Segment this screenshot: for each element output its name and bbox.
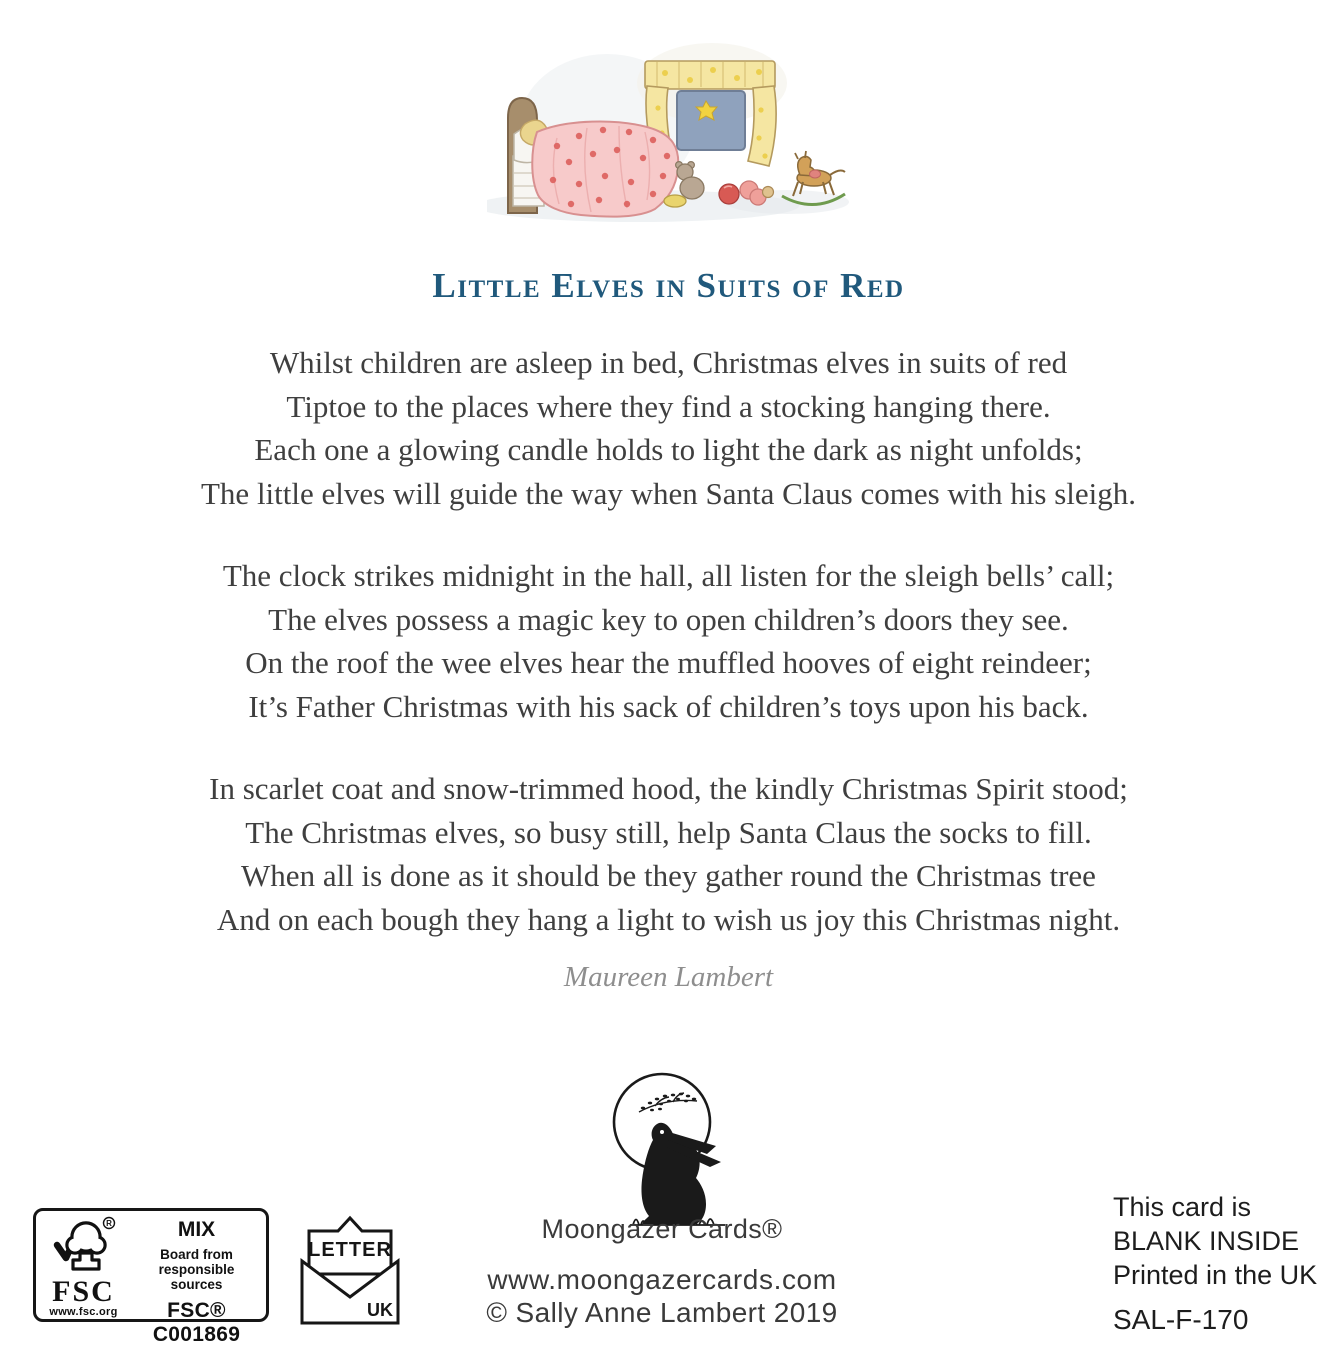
poem-stanza-2 <box>0 554 1337 728</box>
fsc-source-text <box>131 1247 262 1292</box>
poem-line: The elves possess a magic key to open children’s doors they see. <box>268 601 1069 637</box>
sleeping-child-bedroom-illustration <box>487 28 853 225</box>
fsc-acronym: FSC <box>52 1275 115 1308</box>
poem-line: Whilst children are asleep in bed, Christmas elves in suits of red <box>269 345 1068 380</box>
fsc-license-code: FSC® C001869 <box>152 1299 241 1346</box>
fsc-source-line1: Board from <box>160 1247 233 1262</box>
letter-uk-mark <box>294 1204 406 1333</box>
letter-label: LETTER <box>308 1239 392 1261</box>
poem-line: And on each bough they hang a light to wish us joy this Christmas night. <box>216 901 1121 937</box>
poem-attribution: Maureen Lambert <box>563 961 774 993</box>
poem-stanza-1 <box>0 341 1337 515</box>
letter-uk-envelope-icon <box>294 1204 406 1328</box>
poem-line: The Christmas elves, so busy still, help Santa Claus the socks to fill. <box>245 814 1092 850</box>
copyright-notice: © Sally Anne Lambert 2019 <box>486 1297 838 1328</box>
publisher-website: www.moongazercards.com <box>487 1264 837 1295</box>
poem-line: The little elves will guide the way when Santa Claus comes with his sleigh. <box>201 475 1136 511</box>
poem-line: On the roof the wee elves hear the muffled hooves of eight reindeer; <box>245 645 1092 680</box>
print-info-line3: Printed in the UK <box>1113 1260 1318 1290</box>
poem-line: Tiptoe to the places where they find a stocking hanging there. <box>286 388 1051 424</box>
hare-moon-icon <box>595 1048 730 1226</box>
print-info-line2: BLANK INSIDE <box>1113 1226 1300 1256</box>
poem-line: When all is done as it should be they gather round the Christmas tree <box>241 858 1096 893</box>
fsc-mix-label: MIX <box>177 1218 216 1241</box>
fsc-tree-icon <box>51 1215 117 1273</box>
card-illustration <box>487 28 853 230</box>
poem-line: It’s Father Christmas with his sack of children’s toys upon his back. <box>248 688 1089 724</box>
uk-label: UK <box>367 1300 393 1320</box>
poem-line: The clock strikes midnight in the hall, all listen for the sleigh bells’ call; <box>222 558 1115 593</box>
fsc-details <box>131 1211 266 1346</box>
poem-stanza-3 <box>0 767 1337 941</box>
moongazer-logo-icon <box>595 1048 730 1231</box>
fsc-url: www.fsc.org <box>49 1306 118 1318</box>
fsc-source-line2: responsible sources <box>158 1262 235 1292</box>
poem-line: In scarlet coat and snow-trimmed hood, the kindly Christmas Spirit stood; <box>209 771 1128 806</box>
fsc-logo <box>36 1211 131 1319</box>
svg-text:R: R <box>105 1219 112 1228</box>
product-code: SAL-F-170 <box>1113 1304 1249 1335</box>
print-info-line1: This card is <box>1113 1192 1252 1222</box>
fsc-certification-box <box>33 1208 269 1346</box>
poem <box>0 341 1337 980</box>
card-title: Little Elves in Suits of Red <box>432 266 905 305</box>
print-info <box>1113 1190 1337 1337</box>
brand-name: Moongazer Cards® <box>541 1214 783 1244</box>
poem-line: Each one a glowing candle holds to light the dark as night unfolds; <box>254 432 1083 467</box>
